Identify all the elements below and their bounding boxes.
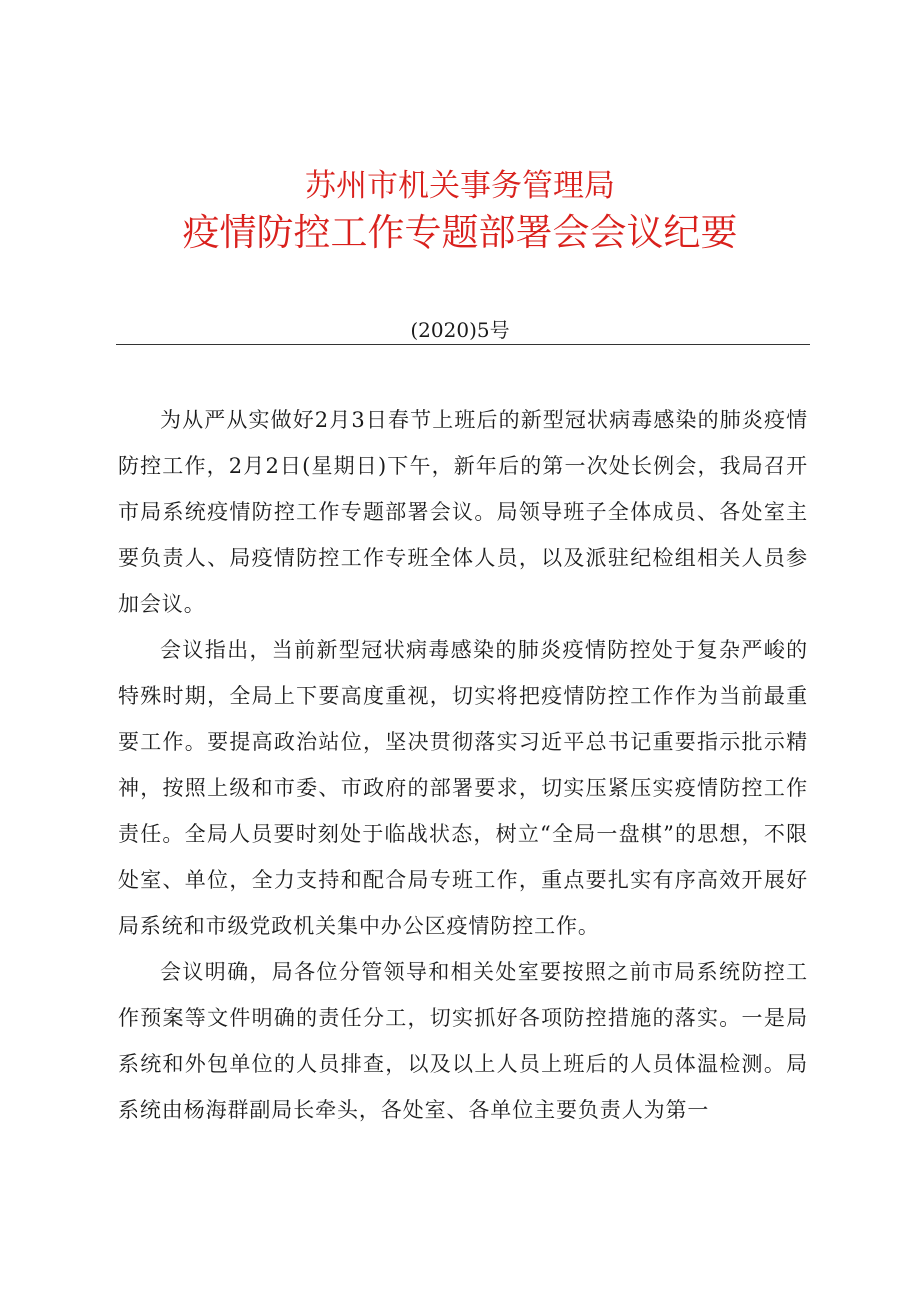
body-paragraph: 为从严从实做好2月3日春节上班后的新型冠状病毒感染的肺炎疫情防控工作，2月2日(星期日)下午，新年后的第一次处长例会，我局召开市局系统疫情防控工作专题部署会议。局领导班子全体成员、各处室主要负责人、局疫情防控工作专班全体人员，以及派驻纪检组相关人员参加会议。 (118, 408, 808, 616)
org-title: 苏州市机关事务管理局 (305, 168, 615, 204)
body-paragraph: 会议明确，局各位分管领导和相关处室要按照之前市局系统防控工作预案等文件明确的责任分工，切实抓好各项防控措施的落实。一是局系统和外包单位的人员排查，以及以上人员上班后的人员体温检测。局系统由杨海群副局长牵头，各处室、各单位主要负责人为第一 (118, 960, 808, 1122)
body-paragraph: 会议指出，当前新型冠状病毒感染的肺炎疫情防控处于复杂严峻的特殊时期，全局上下要高度重视，切实将把疫情防控工作作为当前最重要工作。要提高政治站位，坚决贯彻落实习近平总书记重要指示批示精神，按照上级和市委、市政府的部署要求，切实压紧压实疫情防控工作责任。全局人员要时刻处于临战状态，树立“全局一盘棋”的思想，不限处室、单位，全力支持和配合局专班工作，重点要扎实有序高效开展好局系统和市级党政机关集中办公区疫情防控工作。 (118, 638, 808, 938)
header-divider (116, 344, 810, 345)
document-number: (2020)5号 (410, 318, 510, 342)
document-title: 疫情防控工作专题部署会会议纪要 (182, 211, 738, 254)
document-body (118, 397, 808, 1133)
